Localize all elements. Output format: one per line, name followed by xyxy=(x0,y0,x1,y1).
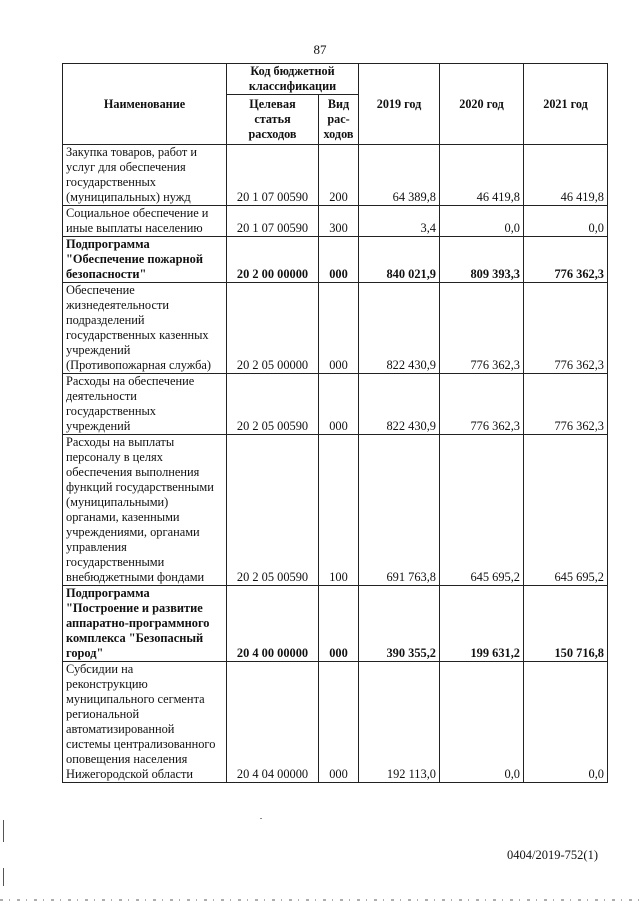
row-name-line: иные выплаты населению xyxy=(66,221,203,235)
row-value-2019: 840 021,9 xyxy=(359,237,440,283)
page-number: 87 xyxy=(313,42,327,57)
row-value-2019: 64 389,8 xyxy=(359,145,440,206)
row-name-line: муниципального сегмента xyxy=(66,692,205,706)
row-name-line: жизнедеятельности xyxy=(66,298,169,312)
row-value-2020: 46 419,8 xyxy=(440,145,524,206)
row-name-line: государственных xyxy=(66,404,157,418)
row-name-line: аппаратно-программного xyxy=(66,616,210,630)
header-2019: 2019 год xyxy=(359,64,440,145)
row-name-line: Подпрограмма xyxy=(66,586,150,600)
row-name-line: комплекса "Безопасный xyxy=(66,631,204,645)
table-body xyxy=(63,145,608,783)
row-name-line: город" xyxy=(66,646,104,660)
row-expense-type: 000 xyxy=(319,374,359,435)
row-name-line: персоналу в целях xyxy=(66,450,163,464)
table-row xyxy=(63,662,608,783)
row-name-line: автоматизированной xyxy=(66,722,175,736)
row-name xyxy=(63,206,227,237)
row-name-line: обеспечения выполнения xyxy=(66,465,200,479)
row-value-2020: 199 631,2 xyxy=(440,586,524,662)
document-code: 0404/2019-752(1) xyxy=(507,848,598,862)
scan-noise xyxy=(0,899,640,901)
row-value-2021: 645 695,2 xyxy=(524,435,608,586)
row-name-line: Социальное обеспечение и xyxy=(66,206,209,220)
row-name-line: учреждениями, органами xyxy=(66,525,200,539)
header-expense-type-line: рас- xyxy=(327,112,350,126)
header-expense-type-line: ходов xyxy=(323,127,354,141)
row-name-line: (Противопожарная служба) xyxy=(66,358,212,372)
row-value-2021: 0,0 xyxy=(524,662,608,783)
row-name-line: органами, казенными xyxy=(66,510,180,524)
row-value-2019: 3,4 xyxy=(359,206,440,237)
row-name-line: системы централизованного xyxy=(66,737,216,751)
row-name-line: Расходы на обеспечение xyxy=(66,374,195,388)
row-name-line: безопасности" xyxy=(66,267,147,281)
row-name xyxy=(63,145,227,206)
row-target-code: 20 1 07 00590 xyxy=(227,206,319,237)
row-target-code: 20 4 04 00000 xyxy=(227,662,319,783)
row-value-2021: 150 716,8 xyxy=(524,586,608,662)
row-target-code: 20 2 05 00000 xyxy=(227,283,319,374)
header-expense-type xyxy=(319,95,359,145)
row-expense-type: 300 xyxy=(319,206,359,237)
scan-edge-mark xyxy=(3,820,4,842)
header-target-article-line: расходов xyxy=(248,127,297,141)
row-name-line: региональной xyxy=(66,707,140,721)
row-name-line: Обеспечение xyxy=(66,283,135,297)
row-name-line: государственных казенных xyxy=(66,328,209,342)
row-name-line: управления xyxy=(66,540,127,554)
row-name-line: Закупка товаров, работ и xyxy=(66,145,198,159)
row-expense-type: 100 xyxy=(319,435,359,586)
row-name xyxy=(63,586,227,662)
row-name-line: Нижегородской области xyxy=(66,767,194,781)
row-name-line: деятельности xyxy=(66,389,137,403)
header-target-article-line: статья xyxy=(254,112,291,126)
table-row xyxy=(63,237,608,283)
row-expense-type: 000 xyxy=(319,586,359,662)
row-value-2020: 776 362,3 xyxy=(440,283,524,374)
row-value-2020: 0,0 xyxy=(440,662,524,783)
row-name xyxy=(63,374,227,435)
header-expense-type-line: Вид xyxy=(327,97,350,111)
table-row xyxy=(63,283,608,374)
row-name-line: "Построение и развитие xyxy=(66,601,203,615)
header-2020: 2020 год xyxy=(440,64,524,145)
row-target-code: 20 4 00 00000 xyxy=(227,586,319,662)
row-expense-type: 000 xyxy=(319,237,359,283)
row-value-2019: 822 430,9 xyxy=(359,283,440,374)
table-row xyxy=(63,206,608,237)
table-row xyxy=(63,374,608,435)
row-value-2021: 46 419,8 xyxy=(524,145,608,206)
row-name-line: оповещения населения xyxy=(66,752,188,766)
row-expense-type: 000 xyxy=(319,283,359,374)
row-name xyxy=(63,283,227,374)
row-target-code: 20 2 05 00590 xyxy=(227,435,319,586)
table-row xyxy=(63,586,608,662)
row-value-2019: 691 763,8 xyxy=(359,435,440,586)
row-name-line: внебюджетными фондами xyxy=(66,570,205,584)
row-target-code: 20 2 00 00000 xyxy=(227,237,319,283)
row-name-line: Подпрограмма xyxy=(66,237,150,251)
row-expense-type: 200 xyxy=(319,145,359,206)
row-name-line: государственными xyxy=(66,555,165,569)
row-name-line: Расходы на выплаты xyxy=(66,435,175,449)
row-name-line: (муниципальных) нужд xyxy=(66,190,191,204)
row-name-line: реконструкцию xyxy=(66,677,148,691)
row-value-2021: 776 362,3 xyxy=(524,283,608,374)
row-value-2019: 822 430,9 xyxy=(359,374,440,435)
row-name xyxy=(63,237,227,283)
row-value-2020: 0,0 xyxy=(440,206,524,237)
table-row xyxy=(63,145,608,206)
row-value-2020: 809 393,3 xyxy=(440,237,524,283)
scan-dot xyxy=(260,818,262,819)
header-budget-code: Код бюджетной классификации xyxy=(227,64,359,95)
row-name-line: государственных xyxy=(66,175,157,189)
row-name-line: Субсидии на xyxy=(66,662,134,676)
header-2021: 2021 год xyxy=(524,64,608,145)
row-value-2019: 192 113,0 xyxy=(359,662,440,783)
row-name xyxy=(63,662,227,783)
header-target-article xyxy=(227,95,319,145)
row-name-line: (муниципальными) xyxy=(66,495,169,509)
row-expense-type: 000 xyxy=(319,662,359,783)
table-row xyxy=(63,435,608,586)
scan-edge-mark xyxy=(3,868,4,886)
row-target-code: 20 2 05 00590 xyxy=(227,374,319,435)
row-name-line: функций государственными xyxy=(66,480,214,494)
row-name xyxy=(63,435,227,586)
row-value-2021: 776 362,3 xyxy=(524,374,608,435)
row-name-line: учреждений xyxy=(66,343,131,357)
row-name-line: подразделений xyxy=(66,313,145,327)
row-value-2021: 776 362,3 xyxy=(524,237,608,283)
row-value-2021: 0,0 xyxy=(524,206,608,237)
header-name: Наименование xyxy=(63,64,227,145)
row-value-2019: 390 355,2 xyxy=(359,586,440,662)
row-value-2020: 776 362,3 xyxy=(440,374,524,435)
row-value-2020: 645 695,2 xyxy=(440,435,524,586)
row-name-line: услуг для обеспечения xyxy=(66,160,186,174)
row-name-line: учреждений xyxy=(66,419,131,433)
row-target-code: 20 1 07 00590 xyxy=(227,145,319,206)
header-target-article-line: Целевая xyxy=(249,97,296,111)
row-name-line: "Обеспечение пожарной xyxy=(66,252,203,266)
budget-table xyxy=(62,63,608,783)
